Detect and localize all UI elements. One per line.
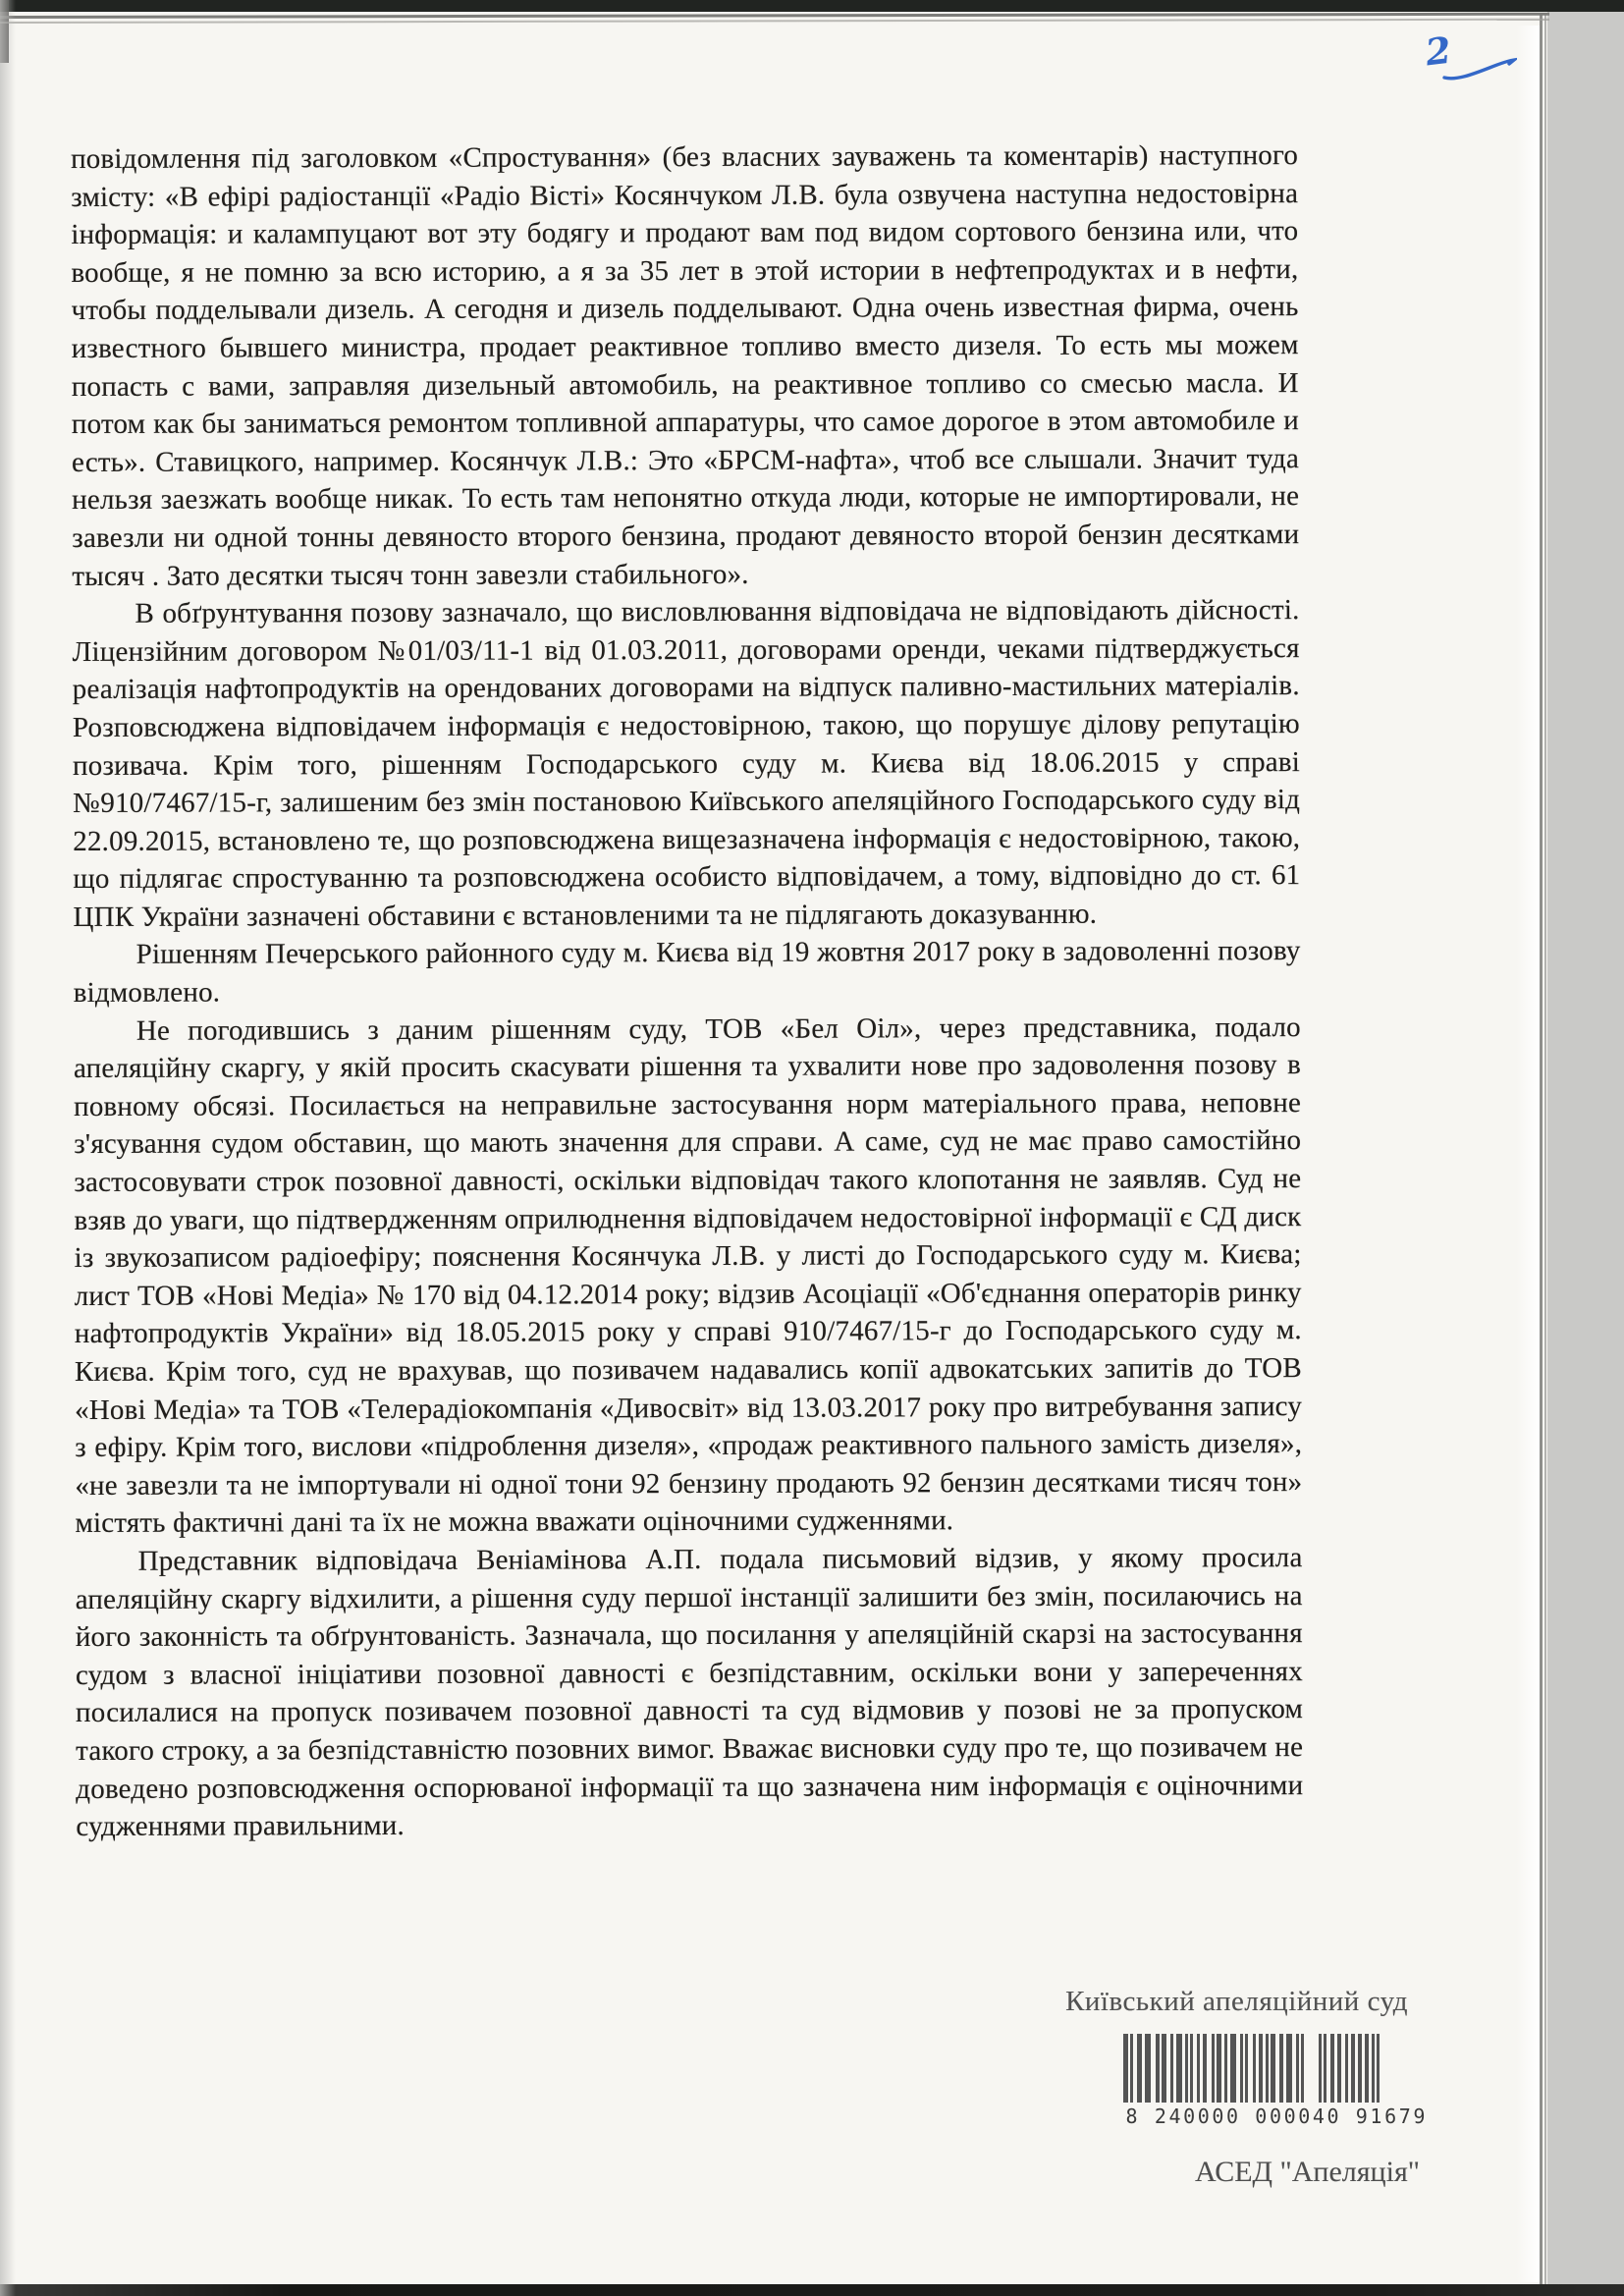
barcode-number: 8 240000 000040 91679 [1125, 2105, 1428, 2128]
court-name: Київський апеляційний суд [1065, 1986, 1408, 2017]
paragraph-first-instance-ruling: Рішенням Печерського районного суду м. Києва від 19 жовтня 2017 року в задоволенні позову відмовлено. [73, 935, 1301, 1010]
barcode [1123, 2034, 1424, 2103]
scan-artifact-left-shadow [0, 0, 16, 2296]
paragraph-claim-grounds: В обґрунтування позову зазначало, що висловлювання відповідача не відповідають дійсності. Ліцензійним договором №01/03/11-1 від 01.03.2011, договорами оренди, чеками підтверджується реалізація нафтопродуктів на орендованих договорами на відпуск паливно-мастильних матеріалів. Розповсюджена відповідачем інформація є недостовірною, такою, що порушує ділову репутацію позивача. Крім того, рішенням Господарського суду м. Києва від 18.06.2015 у справі №910/7467/15-г, залишеним без змін постановою Київського апеляційного Господарського суду від 22.09.2015, встановлено те, що розповсюджена вищезазначена інформація є недостовірною, такою, що підлягає спростуванню та розповсюджена особисто відповідачем, а тому, відповідно до ст. 61 ЦПК України зазначені обставини є встановленими та не підлягають доказуванню. [72, 594, 1301, 933]
page-edge-line [1540, 14, 1543, 2286]
paragraph-respondent-reply: Представник відповідача Веніамінова А.П. подала письмовий відзив, у якому просила апеляційну скаргу відхилити, а рішення суду першої інстанції залишити без змін, посилаючись на його законність та обґрунтованість. Зазначала, що посилання у апеляційній скарзі на застосування судом з власної ініціативи позовної давності є безпідставним, оскільки вони у запереченнях посилалися на пропуск позивачем позовної давності та суд відмовив у позові не за пропуском такого строку, а за безпідставністю позовних вимог. Вважає висновки суду про те, що позивачем не доведено розповсюдження оспорюваної інформації та що зазначена ним інформація є оціночними судженнями правильними. [75, 1542, 1304, 1843]
page-edge-highlight [1516, 26, 1540, 2282]
page-top-edge-line [0, 13, 1549, 19]
page-top-edge-line-2 [0, 19, 1549, 24]
handwritten-page-number [1423, 27, 1454, 75]
document-body-text [71, 137, 1303, 1846]
case-management-system-label: АСЕД "Апеляція" [1195, 2156, 1420, 2188]
pen-swoosh-stroke [1442, 54, 1517, 83]
paragraph-appeal-arguments: Не погодившись з даним рішенням суду, ТОВ «Бел Оіл», через представника, подало апеляційну скаргу, у якій просить скасувати рішення та ухвалити нове про задоволення позову в повному обсязі. Посилається на неправильне застосування норм матеріального права, неповне з'ясування судом обставин, що мають значення для справи. А саме, суд не має право самостійно застосовувати строк позовної давності, оскільки відповідач такого клопотання не заявляв. Суд не взяв до уваги, що підтвердженням оприлюднення відповідачем недостовірної інформації є СД диск із звукозаписом радіоефіру; пояснення Косянчука Л.В. у листі до Господарського суду м. Києва; лист ТОВ «Нові Медіа» № 170 від 04.12.2014 року; відзив Асоціації «Об'єднання операторів ринку нафтопродуктів України» від 18.05.2015 року у справі 910/7467/15-г до Господарського суду м. Києва. Крім того, суд не врахував, що позивачем надавались копії адвокатських запитів до ТОВ «Нові Медіа» та ТОВ «Телерадіокомпанія «Дивосвіт» від 13.03.2017 року про витребування запису з ефіру. Крім того, вислови «підроблення дизеля», «продаж реактивного пального замість дизеля», «не завезли та не імпортували ні одної тони 92 бензину продають 92 бензин десятками тисяч тон» містять фактичні дані та їх не можна вважати оціночними судженнями. [73, 1011, 1303, 1540]
scanner-background [1547, 0, 1624, 2296]
court-registration-stamp [1060, 1986, 1434, 2189]
handwritten-digit: 2 [1423, 27, 1454, 75]
scan-artifact-top-bar [0, 0, 1624, 12]
page-edge-line-2 [1544, 14, 1546, 2286]
scan-artifact-bottom-bar [0, 2284, 1624, 2296]
paragraph-quote-refutation: повідомлення під заголовком «Спростування» (без власних зауважень та коментарів) наступного змісту: «В ефірі радіостанції «Радіо Вісті» Косянчуком Л.В. була озвучена наступна недостовірна інформація: и калампуцают вот эту бодягу и продают вам под видом сортового бензина или, что вообще, я не помню за всю историю, а я за 35 лет в этой истории в нефтепродуктах и в нефти, чтобы подделывали дизель. А сегодня и дизель подделывают. Одна очень известная фирма, очень известного бывшего министра, продает реактивное топливо вместо дизеля. То есть мы можем попасть с вами, заправляя дизельный автомобиль, на реактивное топливо со смесью масла. И потом как бы заниматься ремонтом топливной аппаратуры, что самое дорогое в этом автомобиле и есть». Ставицкого, например. Косянчук Л.В.: Это «БРСМ-нафта», чтоб все слышали. Значит туда нельзя заезжать вообще никак. То есть там непонятно откуда люди, которые не импортировали, не завезли ни одной тонны девяносто второго бензина, продают девяносто второй бензин десятками тысяч . Зато десятки тысяч тонн завезли стабильного». [71, 139, 1300, 592]
